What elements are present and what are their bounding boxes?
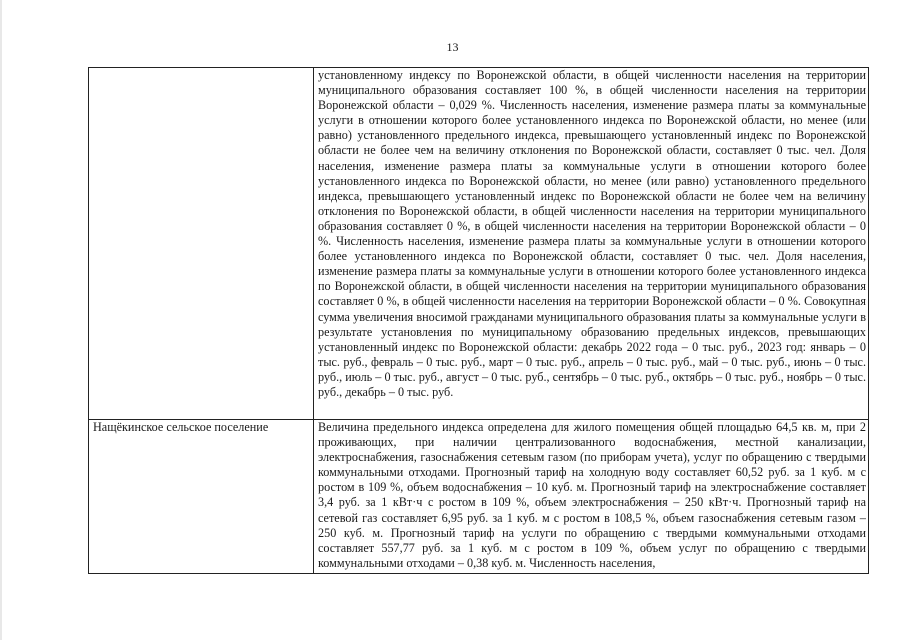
table-row (89, 68, 869, 420)
table-row (89, 420, 869, 574)
municipality-name-cell: Нащёкинское сельское поселение (89, 420, 314, 574)
description-cell (314, 420, 869, 574)
page-number: 13 (446, 40, 459, 54)
description-text: Величина предельного индекса определена для жилого помещения общей площадью 64,5 кв. м, при 2 проживающих, при наличии централизованного водоснабжения, местной канализации, электроснабжения, газоснабжения сетевым газом (по приборам учета), услуг по обращению с твердыми коммунальными отходами. Прогнозный тариф на холодную воду составляет 60,52 руб. за 1 куб. м с ростом в 109 %, объем водоснабжения – 10 куб. м. Прогнозный тариф на электроснабжение составляет 3,4 руб. за 1 кВт·ч с ростом в 109 %, объем электроснабжения – 250 кВт·ч. Прогнозный тариф на сетевой газ составляет 6,95 руб. за 1 куб. м с ростом в 108,5 %, объем газоснабжения сетевым газом – 250 куб. м. Прогнозный тариф на услуги по обращению с твердыми коммунальными отходами составляет 557,77 руб. за 1 куб. м с ростом в 109 %, объем услуг по обращению с твердыми коммунальными отходами – 0,38 куб. м. Численность населения, (318, 420, 866, 570)
municipality-name-cell (89, 68, 314, 420)
description-text: установленному индексу по Воронежской области, в общей численности населения на территории муниципального образования составляет 100 %, в общей численности населения на территории Воронежской области – 0,029 %. Численность населения, изменение размера платы за коммунальные услуги в отношении которого более установленного индекса по Воронежской области, но менее (или равно) установленного предельного индекса, превышающего установленный индекс по Воронежской области не более чем на величину отклонения по Воронежской области, составляет 0 тыс. чел. Доля населения, изменение размера платы за коммунальные услуги в отношении которого более установленного индекса по Воронежской области, но менее (или равно) установленного предельного индекса, превышающего установленный индекс по Воронежской области не более чем на величину отклонения по Воронежской области, в общей численности населения на территории муниципального образования составляет 0 %, в общей численности населения на территории Воронежской области – 0 %. Численность населения, изменение размера платы за коммунальные услуги в отношении которого более установленного индекса по Воронежской области, составляет 0 тыс. чел. Доля населения, изменение размера платы за коммунальные услуги в отношении которого более установленного индекса по Воронежской области, в общей численности населения на территории муниципального образования составляет 0 %, в общей численности населения на территории Воронежской области – 0 %. Совокупная сумма увеличения вносимой гражданами муниципального образования платы за коммунальные услуги в результате установления по муниципальному образованию предельных индексов, превышающих установленный индекс по Воронежской области: декабрь 2022 года – 0 тыс. руб., 2023 год: январь – 0 тыс. руб., февраль – 0 тыс. руб., март – 0 тыс. руб., апрель – 0 тыс. руб., май – 0 тыс. руб., июнь – 0 тыс. руб., июль – 0 тыс. руб., август – 0 тыс. руб., сентябрь – 0 тыс. руб., октябрь – 0 тыс. руб., ноябрь – 0 тыс. руб., декабрь – 0 тыс. руб. (318, 68, 866, 399)
scan-edge-mark (0, 0, 2, 640)
description-cell (314, 68, 869, 420)
document-table (88, 67, 869, 574)
